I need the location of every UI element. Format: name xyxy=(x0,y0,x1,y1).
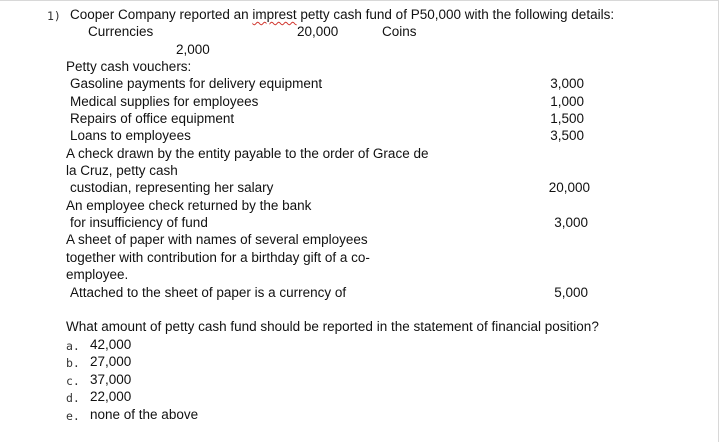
option-letter: e. xyxy=(66,409,80,423)
option-text: 22,000 xyxy=(90,389,132,404)
currencies-value: 20,000 xyxy=(297,24,339,39)
vouchers-heading: Petty cash vouchers: xyxy=(66,59,192,74)
option-text: 37,000 xyxy=(90,372,132,387)
coins-value: 2,000 xyxy=(176,42,210,57)
returned-value: 3,000 xyxy=(554,215,588,230)
question-intro-after: petty cash fund of P50,000 with the following details: xyxy=(296,7,615,22)
option-letter: d. xyxy=(66,391,80,405)
voucher-value: 1,500 xyxy=(550,111,584,126)
currencies-label: Currencies xyxy=(88,24,154,39)
question-intro-before: Cooper Company reported an xyxy=(70,7,253,22)
voucher-label: Repairs of office equipment xyxy=(70,111,235,126)
option-letter: a. xyxy=(66,339,80,353)
voucher-value: 3,000 xyxy=(550,76,584,91)
option-text: 27,000 xyxy=(90,354,132,369)
question-intro xyxy=(70,7,614,23)
question-number: 1) xyxy=(47,9,61,23)
voucher-label: Gasoline payments for delivery equipment xyxy=(70,76,323,91)
check-line-2: la Cruz, petty cash xyxy=(66,163,178,178)
attached-label: Attached to the sheet of paper is a currency of xyxy=(70,285,347,300)
option-letter: b. xyxy=(66,356,80,370)
option-text: none of the above xyxy=(90,407,199,422)
top-border xyxy=(0,0,719,1)
returned-line-1: An employee check returned by the bank xyxy=(66,198,312,213)
spellcheck-flagged-word[interactable]: imprest xyxy=(252,7,297,22)
returned-line-2: for insufficiency of fund xyxy=(70,215,208,230)
option-letter: c. xyxy=(66,374,80,388)
question-prompt: What amount of petty cash fund should be reported in the statement of financial position? xyxy=(66,319,599,334)
check-value: 20,000 xyxy=(548,180,590,195)
voucher-label: Loans to employees xyxy=(70,128,191,143)
sheet-line-3: employee. xyxy=(66,267,129,282)
check-line-1: A check drawn by the entity payable to the order of Grace de xyxy=(66,146,429,161)
option-text: 42,000 xyxy=(90,337,132,352)
coins-label: Coins xyxy=(382,24,417,39)
voucher-value: 3,500 xyxy=(550,128,584,143)
check-line-3: custodian, representing her salary xyxy=(70,180,274,195)
sheet-line-1: A sheet of paper with names of several employees xyxy=(66,232,368,247)
voucher-value: 1,000 xyxy=(550,94,584,109)
attached-value: 5,000 xyxy=(554,285,588,300)
voucher-label: Medical supplies for employees xyxy=(70,94,259,109)
sheet-line-2: together with contribution for a birthday gift of a co- xyxy=(66,250,370,265)
